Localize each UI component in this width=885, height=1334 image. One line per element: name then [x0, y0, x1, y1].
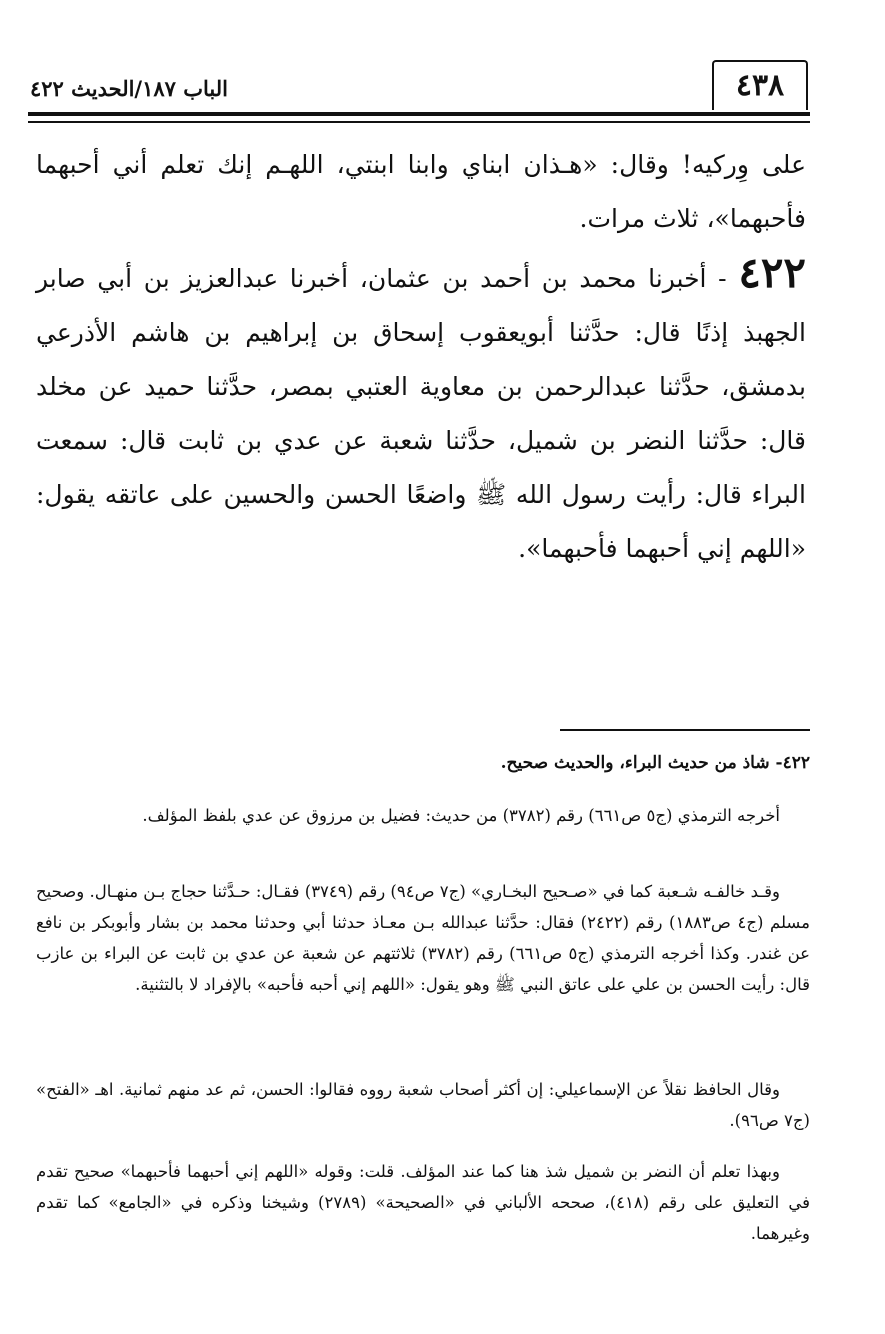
hadith-number: ٤٢٢ [738, 248, 806, 297]
footnote-paragraph: وقـد خالفـه شـعبة كما في «صـحيح البخـاري» (ج٧ ص٩٤) رقم (٣٧٤٩) فقـال: حـدَّثنا حجاج بـن منهـال. وصحيح مسلم (ج٤ ص١٨٨٣) رقم (٢٤٢٢) فقال: حدَّثنا عبدالله بـن معـاذ حدثنا أبي وحدثنا محمد بن بشار وأبوبكر بن نافع عن غندر. وكذا أخرجه الترمذي (ج٥ ص٦٦١) رقم (٣٧٨٢) ثلاثتهم عن شعبة عن عدي بن ثابت عن البراء بن عازب قال: رأيت الحسن بن علي على عاتق النبي ﷺ وهو يقول: «اللهم إني أحبه فأحبه» بالإفراد لا بالتثنية. [36, 882, 810, 994]
header-rule-thick [28, 112, 810, 116]
footnote-heading: ٤٢٢- شاذ من حديث البراء، والحديث صحيح. [500, 753, 810, 773]
footnote-separator [560, 729, 810, 731]
footnote-paragraph: أخرجه الترمذي (ج٥ ص٦٦١) رقم (٣٧٨٢) من حديث: فضيل بن مرزوق عن عدي بلفظ المؤلف. [142, 806, 780, 825]
page-number: ٤٣٨ [735, 68, 785, 103]
hadith-paragraph [36, 246, 806, 576]
hadith-text: - أخبرنا محمد بن أحمد بن عثمان، أخبرنا عبدالعزيز بن أبي صابر الجهبذ إذنًا قال: حدَّثنا أبويعقوب إسحاق بن إبراهيم بن هاشم الأذرعي بدمشق، حدَّثنا عبدالرحمن بن معاوية العتبي بمصر، حدَّثنا حميد عن مخلد قال: حدَّثنا النضر بن شميل، حدَّثنا شعبة عن عدي بن ثابت قال: سمعت البراء قال: رأيت رسول الله ﷺ واضعًا الحسن والحسين على عاتقه يقول: «اللهم إني أحبهما فأحبهما». [36, 264, 806, 563]
continuation-paragraph: على وِركيه! وقال: «هـذان ابناي وابنا ابنتي، اللهـم إنك تعلم أني أحبهما فأحبهما»، ثلاث مرات. [36, 150, 806, 233]
footnote-paragraph: وبهذا تعلم أن النضر بن شميل شذ هنا كما عند المؤلف. قلت: وقوله «اللهم إني أحبهما فأحبهما» صحيح تقدم في التعليق على رقم (٤١٨)، صححه الألباني في «الصحيحة» (٢٧٨٩) وشيخنا وذكره في «الجامع» كما تقدم وغيرهما. [36, 1162, 810, 1243]
main-text [36, 138, 806, 576]
chapter-header-title: الباب ١٨٧/الحديث ٤٢٢ [30, 76, 229, 101]
footnote-paragraph: وقال الحافظ نقلاً عن الإسماعيلي: إن أكثر أصحاب شعبة رووه فقالوا: الحسن، ثم عد منهم ثمانية. اهـ «الفتح» (ج٧ ص٩٦). [36, 1080, 810, 1130]
header-rule-thin [28, 121, 810, 123]
